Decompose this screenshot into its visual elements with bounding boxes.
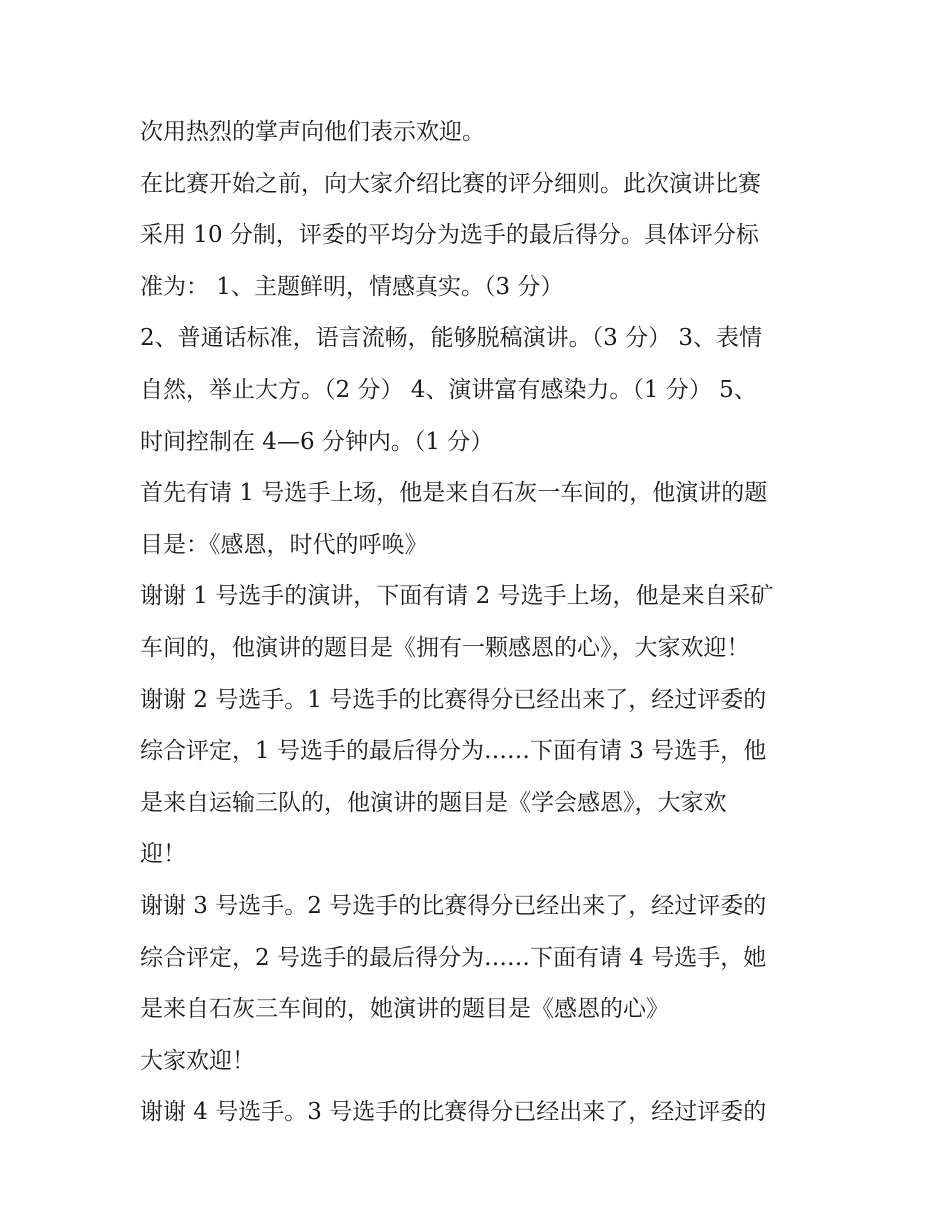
text-line: 自然，举止大方。（2 分） 4、演讲富有感染力。（1 分） 5、 (140, 376, 757, 403)
text-line: 目是：《感恩，时代的呼唤》 (140, 531, 428, 558)
text-line: 大家欢迎！ (140, 1047, 255, 1074)
text-line: 综合评定，1 号选手的最后得分为……下面有请 3 号选手，他 (140, 738, 767, 765)
text-line: 时间控制在 4—6 分钟内。（1 分） (140, 428, 494, 455)
text-line: 谢谢 2 号选手。1 号选手的比赛得分已经出来了，经过评委的 (140, 686, 767, 713)
text-line: 准为： 1、主题鲜明，情感真实。（3 分） (140, 273, 564, 300)
text-line: 谢谢 3 号选手。2 号选手的比赛得分已经出来了，经过评委的 (140, 892, 767, 919)
text-line: 次用热烈的掌声向他们表示欢迎。 (140, 119, 485, 145)
text-line: 谢谢 4 号选手。3 号选手的比赛得分已经出来了，经过评委的 (140, 1099, 767, 1126)
text-line: 是来自运输三队的，他演讲的题目是《学会感恩》，大家欢 (140, 789, 727, 816)
text-line: 谢谢 1 号选手的演讲，下面有请 2 号选手上场，他是来自采矿 (140, 583, 774, 610)
text-line: 车间的，他演讲的题目是《拥有一颗感恩的心》，大家欢迎！ (140, 634, 750, 661)
text-line: 是来自石灰三车间的，她演讲的题目是《感恩的心》 (140, 996, 669, 1023)
text-line: 采用 10 分制，评委的平均分为选手的最后得分。具体评分标 (140, 222, 759, 249)
text-line: 首先有请 1 号选手上场，他是来自石灰一车间的，他演讲的题 (140, 480, 768, 507)
text-line: 综合评定，2 号选手的最后得分为……下面有请 4 号选手，她 (140, 944, 767, 971)
text-line: 迎！ (140, 841, 186, 868)
document-body (140, 107, 830, 1139)
text-line: 2、普通话标准，语言流畅，能够脱稿演讲。（3 分） 3、表情 (140, 325, 763, 352)
text-line: 在比赛开始之前，向大家介绍比赛的评分细则。此次演讲比赛 (140, 170, 761, 197)
